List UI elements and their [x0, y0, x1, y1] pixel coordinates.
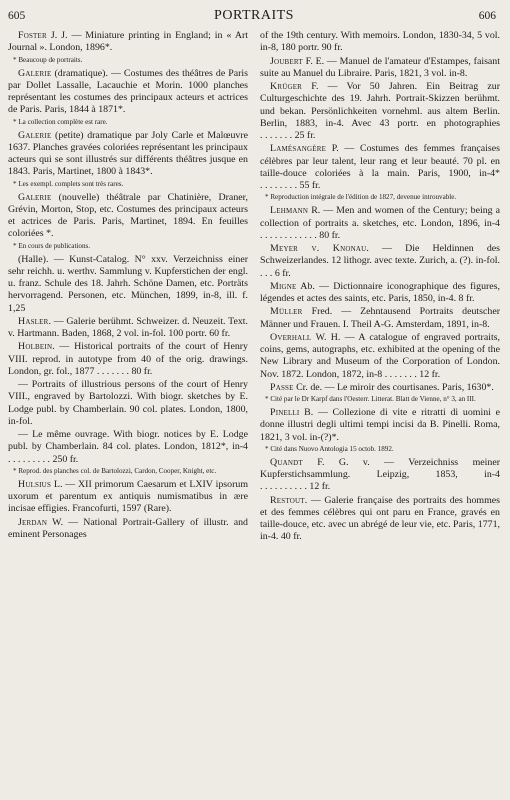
- entry-footnote: * Cité par le Dr Karpf dans l'Oesterr. Litterat. Blatt de Vienne, n° 3, an III.: [265, 395, 476, 403]
- bibliography-entry: [8, 479, 248, 516]
- entry-author: Meyer v. Knonau: [270, 243, 367, 254]
- entry-price-leader: . . . . . . . 12 fr.: [382, 368, 441, 380]
- entry-text: — Portraits of illustrious persons of the court of Henry VIII., engraved by Bartolozzi. With biogr. sketches by E. Lodge publ. by Chamberlain. 90 col. plates. London, 1800, in-fol.: [8, 379, 248, 427]
- bibliography-entry: [260, 281, 500, 306]
- entry-price-leader: . . . . . . . . 55 fr.: [260, 180, 321, 191]
- bibliography-entry: [260, 332, 500, 381]
- entry-author: Lehmann: [270, 205, 309, 217]
- entry-text: of the 19th century. With memoirs. London, 1830-34, 5 vol. in-8, 180 portr. 90 fr.: [260, 30, 500, 54]
- entry-author: Jerdan: [18, 516, 48, 528]
- entry-footnote: * Reprod. des planches col. de Bartolozzi, Cardon, Cooper, Knight, etc.: [13, 466, 217, 475]
- entry-author: Overhall: [270, 331, 312, 343]
- page-number-right: 606: [478, 10, 496, 22]
- bibliography-entry: [8, 68, 248, 117]
- entry-text: (nouvelle) théâtrale par Chatinière, Draner, Grévin, Morton, Stop, etc. Costumes des principaux acteurs et actrices de Paris. Paris, Martinet, 1894. En feuilles coloriées *.: [8, 191, 248, 240]
- entry-text: W. H. — A catalogue of engraved portraits, coins, gems, autographs, etc. exhibited at the opening of the New Library and Museum of the Corporation of London. Nov. 1872. London, 1872, in-8: [260, 331, 500, 380]
- entry-author: Galerie: [18, 67, 52, 79]
- entry-footnote: * La collection complète est rare.: [13, 117, 108, 126]
- page-header: [8, 8, 500, 30]
- right-column: [260, 30, 500, 545]
- bibliography-entry: [8, 341, 248, 378]
- entry-footnote: * Cité dans Nuovo Antologia 15 octob. 1892.: [265, 444, 394, 453]
- entry-text: — Le même ouvrage. With biogr. notices by E. Lodge publ. by Chamberlain. 84 col. plates. London, 1812*, in-4: [8, 429, 248, 453]
- entry-text: . — Galerie française des portraits des hommes et des femmes célèbres qui ont paru en France, gravés en taille-douce, etc. avec un abrégé de leur vie, etc. Paris, 1771, in-4. 40 fr.: [260, 494, 500, 543]
- page-number-left: 605: [8, 10, 26, 22]
- bibliography-entry: [8, 517, 248, 542]
- entry-author: Müller: [270, 306, 303, 318]
- entry-text: . — Die Heldinnen des Schweizerlandes. 12 lithogr. avec texte. Zurich, a. (?). in-fol. . . . 6 fr.: [260, 243, 500, 279]
- bibliography-entry: [260, 56, 500, 81]
- bibliography-entry: [260, 30, 500, 55]
- entry-text: Cr. de. — Le miroir des courtisanes. Paris, 1630*.: [293, 381, 494, 393]
- entry-text: P. — Costumes des femmes françaises célèbres par leur talent, leur rang et leur beauté. 70 pl. en taille-douce coloriées à la main. Paris, 1900, in-4*: [260, 143, 500, 179]
- bibliography-entry: [8, 379, 248, 428]
- bibliography-entry: [8, 254, 248, 315]
- entry-author: Hulsius: [18, 478, 52, 490]
- entry-text: Fred. — Zehntausend Portraits deutscher Männer und Frauen. I. Theil A-G. Amsterdam, 1891, in-8.: [260, 306, 500, 330]
- entry-price-leader: . . . . . . . . . 250 fr.: [8, 453, 79, 465]
- entry-author: Krüger: [270, 81, 303, 92]
- bibliography-entry: [260, 143, 500, 192]
- bibliography-entry: [8, 316, 248, 341]
- bibliography-entry: [8, 192, 248, 241]
- entry-author: Holbein: [18, 341, 53, 353]
- entry-price-leader: . . . . . . . . . . 12 fr.: [260, 481, 331, 493]
- entry-author: Pinelli: [270, 407, 300, 418]
- bibliography-entry: [260, 205, 500, 242]
- entry-text: W. — National Portrait-Gallery of illustr. and eminent Personages: [8, 516, 248, 540]
- left-column: [8, 30, 248, 545]
- bibliography-entry: [8, 130, 248, 179]
- bibliography-entry: [260, 457, 500, 494]
- two-column-body: [8, 30, 500, 545]
- entry-text: B. — Collezione di vite e ritratti di uomini e donne illustri degli ultimi tempi incisi da B. Pinelli. Roma, 1821, 3 vol. in-(?)*.: [260, 407, 500, 443]
- entry-text: F. E. — Manuel de l'amateur d'Estampes, faisant suite au Manuel du Libraire. Paris, 1821, 3 vol. in-8.: [260, 55, 500, 79]
- entry-author: Restout: [270, 494, 305, 506]
- entry-footnote: * Beaucoup de portraits.: [13, 55, 83, 64]
- entry-price-leader: . . . . . . . . . . . . 80 fr.: [260, 229, 341, 241]
- entry-author: Hasler: [18, 315, 49, 327]
- entry-author: Galerie: [18, 191, 52, 203]
- entry-author: Migne: [270, 280, 297, 292]
- entry-price-leader: . . . . . . . 80 fr.: [94, 365, 153, 377]
- entry-text: . — Historical portraits of the court of Henry VIII. reprod. in autotype from 40 of the orig. drawings. London, gr. fol., 1877: [8, 341, 248, 377]
- entry-text: (petite) dramatique par Joly Carle et Malœuvre 1637. Planches gravées coloriées représentant les principaux acteurs qui se sont illustrés sur différents théâtres jusque en 1843. Paris, Martinet, 1800 à 1843*.: [8, 129, 248, 178]
- entry-text: (dramatique). — Costumes des théâtres de Paris par Dollet Lassalle, Lacauchie et Morin. 1000 planches représentant les costumes des principaux acteurs et actrices de Paris. Paris, 1844 à 1871*.: [8, 67, 248, 116]
- entry-text: . — Galerie berühmt. Schweizer. d. Neuzeit. Text. v. Hartmann. Baden, 1868, 2 vol. in-fol. 100 portr. 60 fr.: [8, 315, 248, 339]
- entry-text: F. G. v. — Verzeichniss meiner Kupferstichsammlung. Leipzig, 1853, in-4: [260, 456, 500, 480]
- bibliography-entry: [260, 306, 500, 331]
- bibliography-entry: [260, 81, 500, 142]
- bibliography-entry: [260, 243, 500, 280]
- entry-author: Quandt: [270, 456, 303, 468]
- bibliography-entry: [260, 407, 500, 444]
- entry-footnote: * En cours de publications.: [13, 241, 91, 250]
- entry-price-leader: . . . . . . . 25 fr.: [260, 130, 316, 141]
- entry-author: Foster: [18, 30, 47, 41]
- bibliography-entry: [260, 382, 500, 394]
- entry-footnote: * Les exempl. complets sont très rares.: [13, 179, 124, 188]
- running-title: PORTRAITS: [214, 8, 294, 23]
- entry-text: (Halle). — Kunst-Catalog. N° xxv. Verzeichniss einer sehr reichh. u. werthv. Sammlung v. Kupferstichen der engl. u. franz. Schule des 18. Jahrh. Schöne Damen, etc. Porträts hervorragend. Personen, etc. München, 1899, in-8, ill. f. 1,25: [8, 253, 248, 314]
- entry-author: Galerie: [18, 129, 52, 141]
- entry-footnote: * Reproduction intégrale de l'édition de 1827, devenue introuvable.: [265, 193, 457, 202]
- bibliography-entry: [8, 30, 248, 55]
- bibliography-entry: [8, 429, 248, 466]
- entry-author: Joubert: [270, 55, 303, 67]
- bibliography-entry: [260, 495, 500, 544]
- entry-author: Lamésangère: [270, 143, 327, 155]
- entry-text: L. — XII primorum Caesarum et LXIV ipsorum uxorum et parentum ex antiquis numismatibus in ære incisae effigies. Francofurti, 1597 (Rare).: [8, 478, 248, 515]
- entry-author: Passe: [270, 381, 294, 393]
- entry-text: Ab. — Dictionnaire iconographique des figures, légendes et actes des saints, etc. Paris, 1850, in-4. 8 fr.: [260, 280, 500, 304]
- entry-text: F. — Vor 50 Jahren. Ein Beitrag zur Culturgeschichte des 19. Jahrh. Portrait-Skizzen berühmt. und bekan. Persönlichkeiten vornehml. aus altem Berlin. Berlin, 1883, in-4. Avec 43 portr. en photographies: [260, 81, 500, 129]
- entry-text: R. — Men and women of the Century; being a collection of portraits a. sketches, etc. London, 1896, in-4: [260, 205, 500, 229]
- entry-text: J. J. — Miniature printing in England; in « Art Journal ». London, 1896*.: [8, 30, 248, 54]
